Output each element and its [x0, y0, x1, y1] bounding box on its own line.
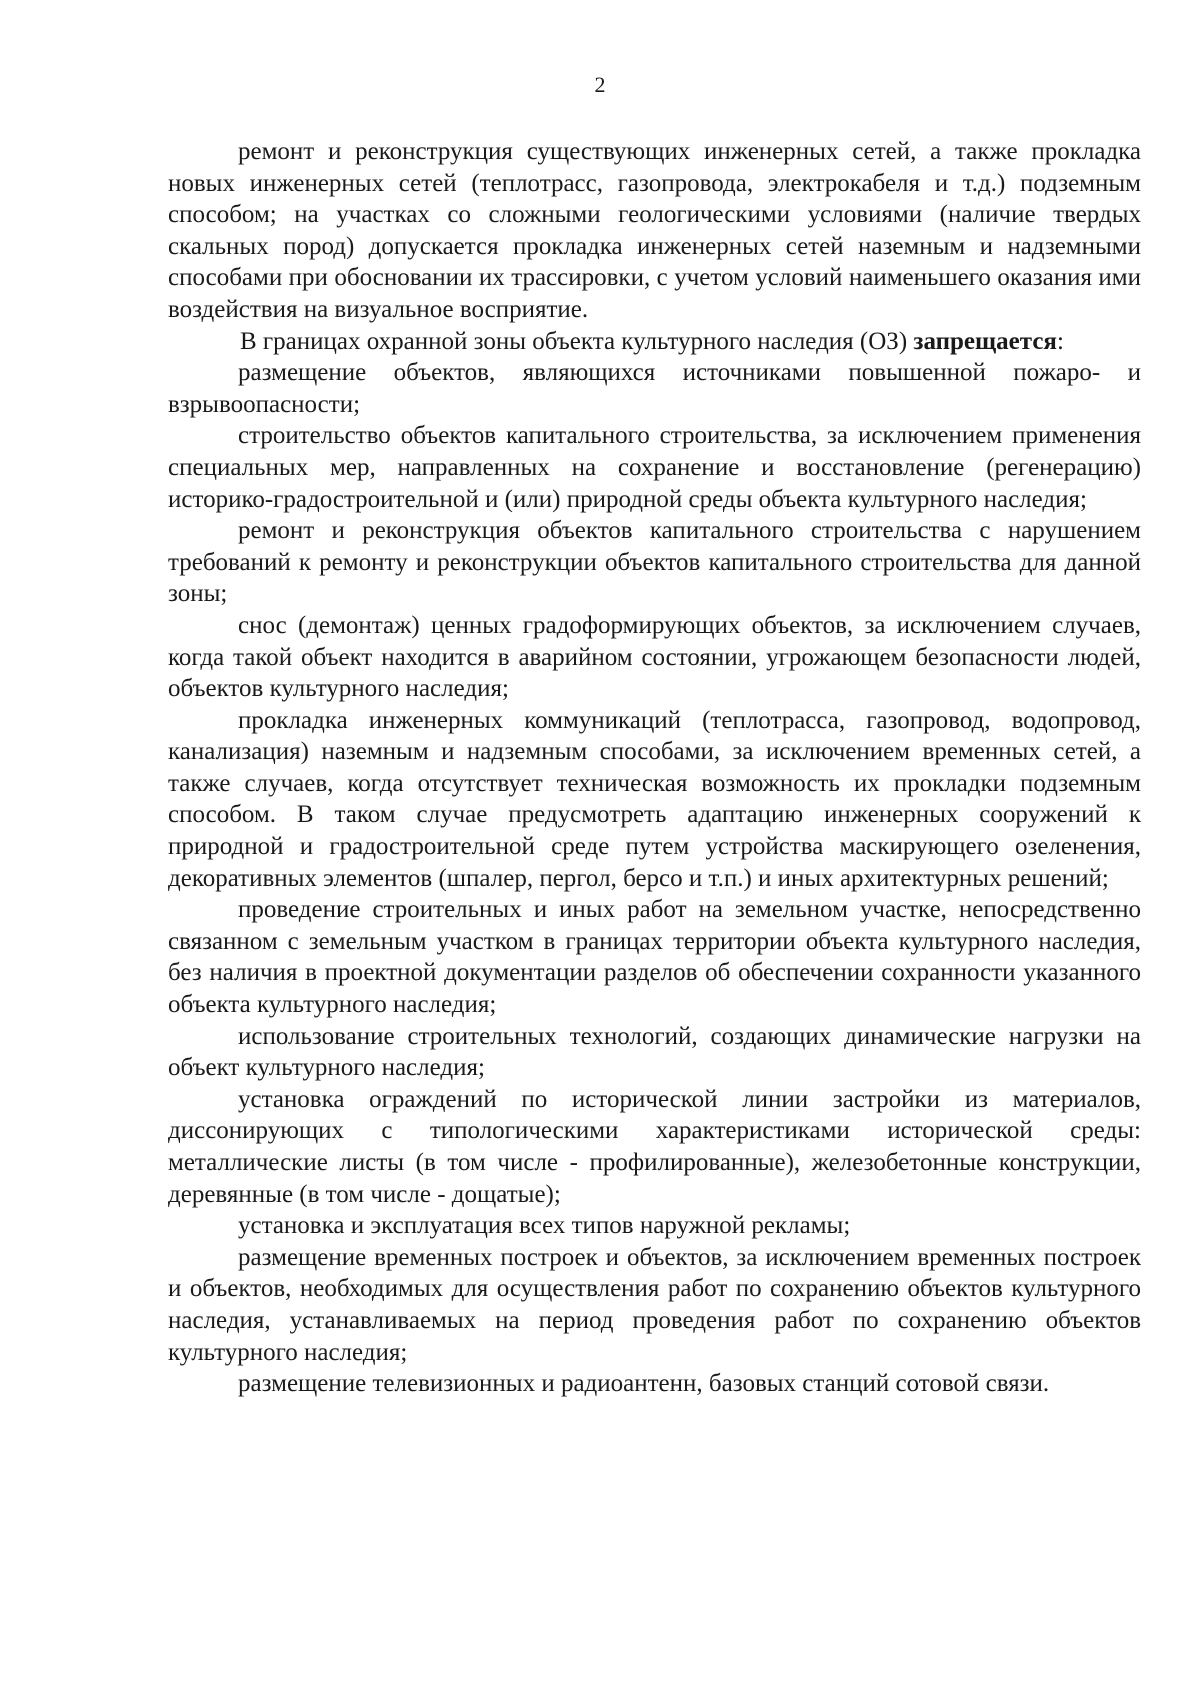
paragraph-antennas: размещение телевизионных и радиоантенн, базовых станций сотовой связи. — [238, 1370, 1050, 1398]
paragraph-repair-reconstruction: ремонт и реконструкция объектов капитального строительства с нарушением требований к ремонту и реконструкции объектов капитального строительства для данной зоны; — [168, 517, 1141, 608]
oz-heading-prohibited: запрещается — [913, 327, 1057, 355]
paragraph-engineering-networks: ремонт и реконструкция существующих инженерных сетей, а также прокладка новых инженерных сетей (теплотрасс, газопровода, электрокабеля и т.д.) подземным способом; на участках со сложными геологическими условиями (наличие твердых скальных пород) допускается прокладка инженерных сетей наземным и надземными способами при обосновании их трассировки, с учетом условий наименьшего оказания ими воздействия на визуальное восприятие. — [168, 138, 1141, 323]
oz-heading-lead: В границах охранной зоны объекта культурного наследия (ОЗ) — [240, 327, 908, 355]
paragraph-fences: установка ограждений по исторической линии застройки из материалов, диссонирующих с типологическими характеристиками исторической среды: металлические листы (в том числе - профилированные), железобетонные конструкции, деревянные (в том числе - дощатые); — [168, 1085, 1141, 1208]
paragraph-capital-construction: строительство объектов капитального строительства, за исключением применения специальных мер, направленных на сохранение и восстановление (регенерацию) историко-градостроительной и (или) природной среды объекта культурного наследия; — [168, 422, 1141, 513]
paragraph-oz-heading — [168, 326, 1141, 358]
paragraph-demolition: снос (демонтаж) ценных градоформирующих объектов, за исключением случаев, когда такой объект находится в аварийном состоянии, угрожающем безопасности людей, объектов культурного наследия; — [168, 611, 1141, 703]
paragraph-construction-works: проведение строительных и иных работ на земельном участке, непосредственно связанном с земельным участком в границах территории объекта культурного наследия, без наличия в проектной документации разделов об обеспечении сохранности указанного объекта культурного наследия; — [168, 896, 1141, 1019]
oz-heading-colon: : — [1056, 327, 1064, 355]
document-body — [168, 136, 1141, 1400]
paragraph-fire-hazard-objects: размещение объектов, являющихся источниками повышенной пожаро- и взрывоопасности; — [168, 359, 1141, 418]
paragraph-dynamic-loads: использование строительных технологий, создающих динамические нагрузки на объект культурного наследия; — [168, 1022, 1141, 1082]
paragraph-utility-laying: прокладка инженерных коммуникаций (теплотрасса, газопровод, водопровод, канализация) наземным и надземным способами, за исключением временных сетей, а также случаев, когда отсутствует техническая возможность их прокладки подземным способом. В таком случае предусмотреть адаптацию инженерных сооружений к природной и градостроительной среде путем устройства маскирующего озеленения, декоративных элементов (шпалер, пергол, берсо и т.п.) и иных архитектурных решений; — [168, 706, 1141, 892]
page-number: 2 — [594, 72, 606, 97]
paragraph-temporary-buildings: размещение временных построек и объектов, за исключением временных построек и объектов, необходимых для осуществления работ по сохранению объектов культурного наследия, устанавливаемых на период проведения работ по сохранению объектов культурного наследия; — [168, 1243, 1141, 1366]
paragraph-outdoor-advertising: установка и эксплуатация всех типов наружной рекламы; — [238, 1212, 851, 1240]
